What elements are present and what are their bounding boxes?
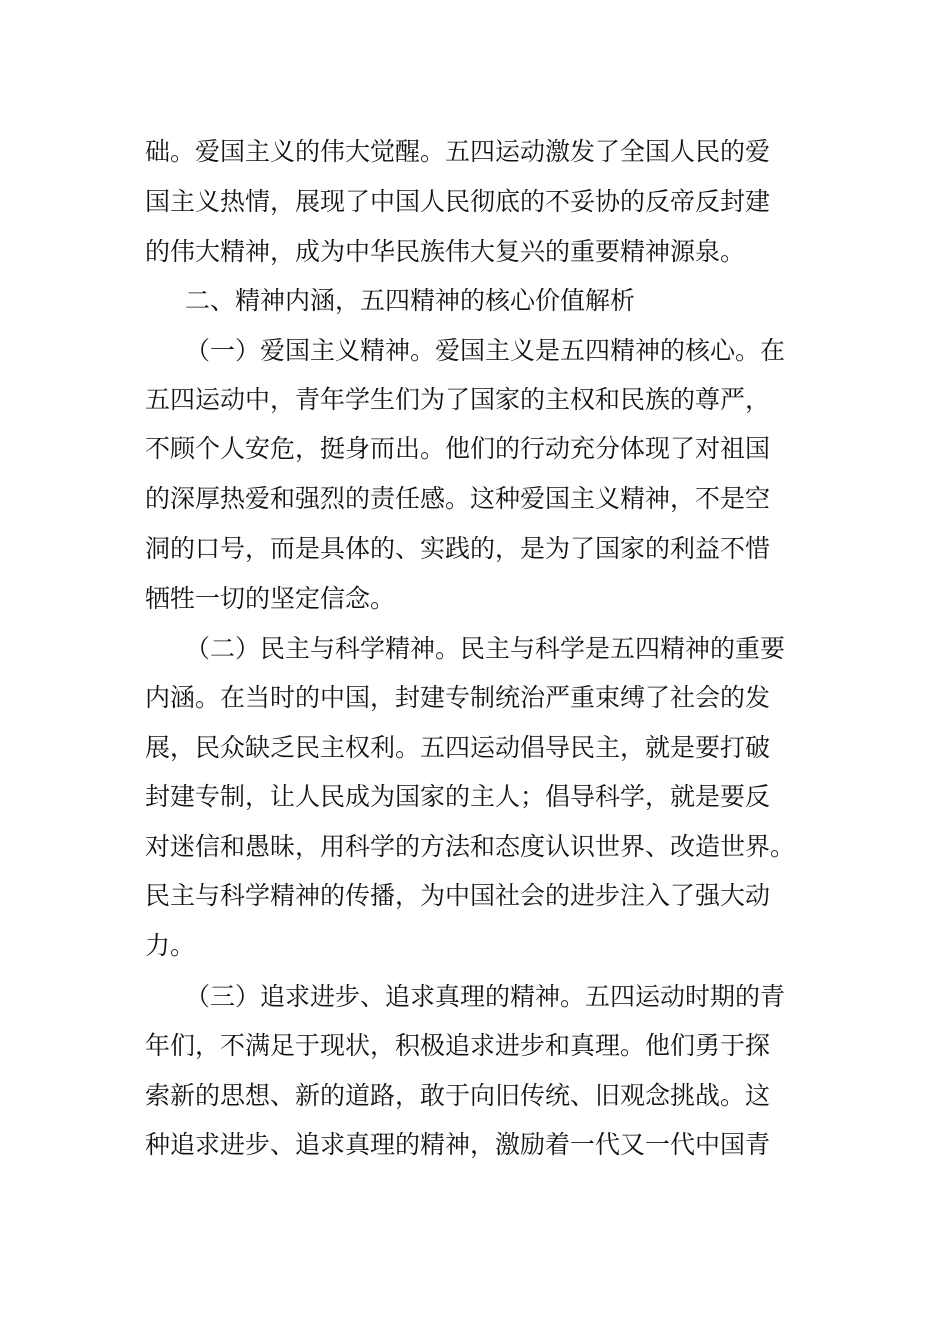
paragraph-line: 牺牲一切的坚定信念。 bbox=[145, 584, 396, 613]
section-heading: 二、精神内涵，五四精神的核心价值解析 bbox=[185, 286, 636, 315]
paragraph-line: 展，民众缺乏民主权利。五四运动倡导民主，就是要打破 bbox=[145, 733, 771, 762]
paragraph-line: 的伟大精神，成为中华民族伟大复兴的重要精神源泉。 bbox=[145, 237, 746, 266]
paragraph-line: 年们，不满足于现状，积极追求进步和真理。他们勇于探 bbox=[145, 1031, 771, 1060]
paragraph-line: 封建专制，让人民成为国家的主人；倡导科学，就是要反 bbox=[145, 782, 771, 811]
paragraph-line: 五四运动中，青年学生们为了国家的主权和民族的尊严， bbox=[145, 385, 771, 414]
paragraph-line: 种追求进步、追求真理的精神，激励着一代又一代中国青 bbox=[145, 1130, 771, 1159]
paragraph-line: 洞的口号，而是具体的、实践的，是为了国家的利益不惜 bbox=[145, 534, 771, 563]
paragraph-line: 民主与科学精神的传播，为中国社会的进步注入了强大动 bbox=[145, 881, 771, 910]
paragraph-line: 索新的思想、新的道路，敢于向旧传统、旧观念挑战。这 bbox=[145, 1081, 771, 1110]
paragraph-line: 的深厚热爱和强烈的责任感。这种爱国主义精神，不是空 bbox=[145, 484, 771, 513]
paragraph-line: 力。 bbox=[145, 931, 196, 960]
paragraph-line: 不顾个人安危，挺身而出。他们的行动充分体现了对祖国 bbox=[145, 434, 771, 463]
paragraph-line: 内涵。在当时的中国，封建专制统治严重束缚了社会的发 bbox=[145, 683, 771, 712]
paragraph-line: （三）追求进步、追求真理的精神。五四运动时期的青 bbox=[185, 982, 786, 1011]
paragraph-line: （二）民主与科学精神。民主与科学是五四精神的重要 bbox=[185, 634, 786, 663]
paragraph-line: （一）爱国主义精神。爱国主义是五四精神的核心。在 bbox=[185, 336, 786, 365]
paragraph-line: 对迷信和愚昧，用科学的方法和态度认识世界、改造世界。 bbox=[145, 832, 796, 861]
paragraph-line: 国主义热情，展现了中国人民彻底的不妥协的反帝反封建 bbox=[145, 187, 771, 216]
paragraph-line: 础。爱国主义的伟大觉醒。五四运动激发了全国人民的爱 bbox=[145, 137, 771, 166]
